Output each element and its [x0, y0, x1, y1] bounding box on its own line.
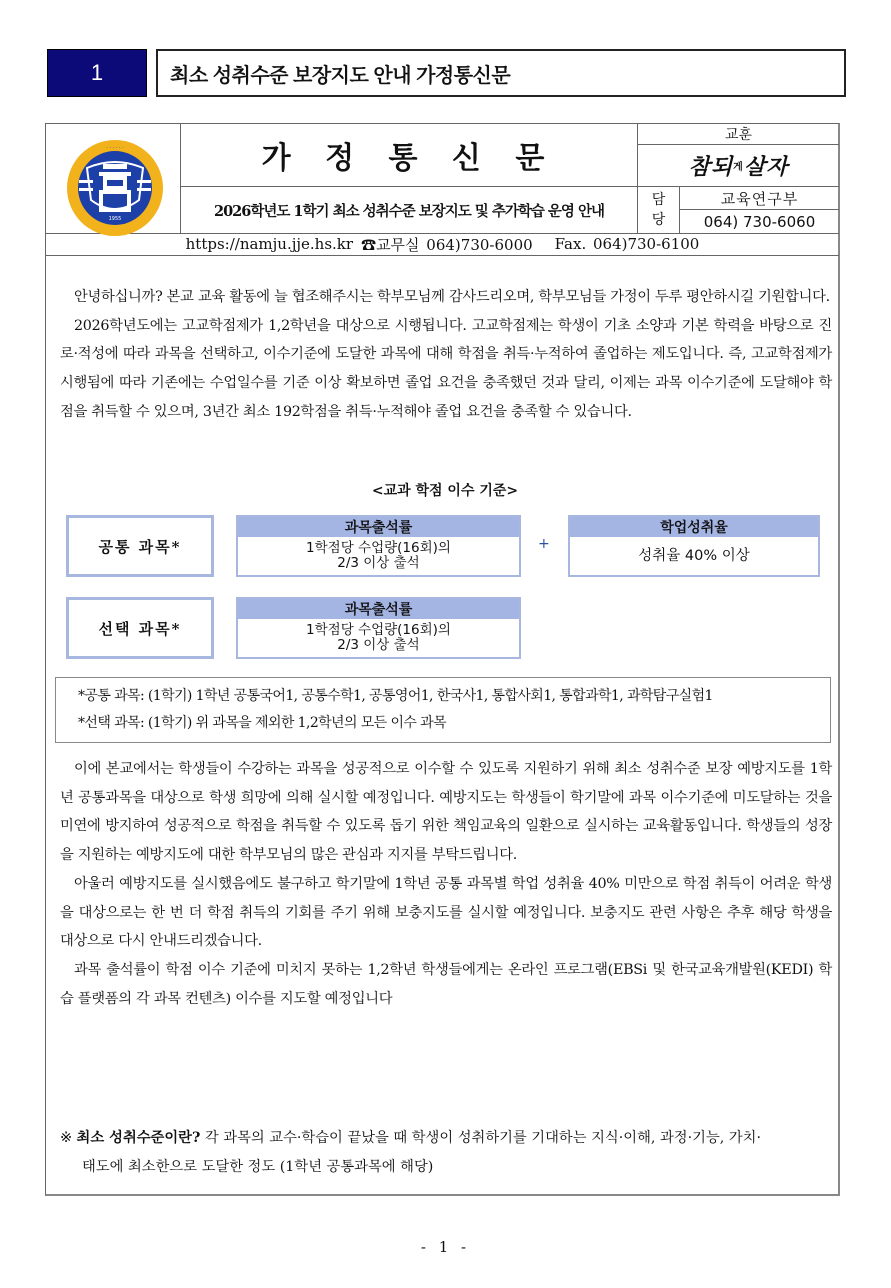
section-number-badge: 1 [47, 49, 147, 97]
school-emblem-icon [65, 138, 165, 238]
greeting-paragraph: 안녕하십니까? 본교 교육 활동에 늘 협조해주시는 학부모님께 감사드리오며, 학부모님들 가정이 두루 평안하시길 기원합니다. [74, 289, 830, 305]
website-link[interactable]: https://namju.jje.hs.kr [185, 235, 354, 253]
plus-sign: + [538, 536, 550, 552]
category-elective: 선택 과목* [66, 597, 214, 659]
achievement-head: 학업성취율 [570, 517, 818, 537]
divider [46, 255, 839, 256]
document-title: 가 정 통 신 문 [261, 141, 557, 176]
document-subtitle: 2026학년도 1학기 최소 성취수준 보장지도 및 추가학습 운영 안내 [214, 202, 604, 220]
guidance-paragraphs [60, 755, 832, 1013]
prevention-paragraph: 이에 본교에서는 학생들이 수강하는 과목을 성공적으로 이수할 수 있도록 지원하기 위해 최소 성취수준 보장 예방지도를 1학년 공통과목을 대상으로 학생 희망에 의해 실시할 예정입니다. 예방지도는 학생들이 학기말에 과목 이수기준에 미도달하는 것을 미연에 방지하여 성공적으로 학점을 취득할 수 있도록 돕기 위한 책임교육의 일환으로 실시하는 교육활동입니다. 학생들의 성장을 지원하는 예방지도에 대한 학부모님의 많은 관심과 지지를 부탁드립니다. [60, 761, 832, 864]
attendance-line1: 1학점당 수업량(16회)의 [306, 622, 451, 638]
achievement-criteria [568, 515, 820, 577]
school-motto [638, 145, 839, 186]
department-name: 교육연구부 [720, 189, 799, 208]
footnote-definition-2: 태도에 최소한으로 도달한 정도 (1학년 공통과목에 해당) [82, 1158, 434, 1175]
footnote-term: 최소 성취수준이란? [76, 1130, 201, 1146]
attendance-body [238, 619, 519, 657]
intro-paragraphs [60, 283, 832, 427]
motto-label: 교훈 [724, 127, 753, 143]
office-phone: ☎교무실 064)730-6000 [361, 235, 533, 254]
footnote-definition-1: 각 과목의 교수·학습이 끝났을 때 학생이 성취하기를 기대하는 지식·이해, 과정·기능, 가치· [204, 1130, 762, 1146]
achievement-body: 성취율 40% 이상 [570, 537, 818, 575]
attendance-head: 과목출석률 [238, 517, 519, 537]
section-title: 최소 성취수준 보장지도 안내 가정통신문 [156, 49, 846, 97]
attendance-line2: 2/3 이상 출석 [337, 555, 420, 571]
category-common: 공통 과목* [66, 515, 214, 577]
reference-mark: ※ [60, 1130, 72, 1146]
supplement-paragraph: 아울러 예방지도를 실시했음에도 불구하고 학기말에 1학년 공통 과목별 학업 성취율 40% 미만으로 학점 취득이 어려운 학생을 대상으로는 한 번 더 학점 취득의 기회를 주기 위해 보충지도를 실시할 예정입니다. 보충지도 관련 사항은 추후 해당 학생을 대상으로 다시 안내드리겠습니다. [60, 875, 832, 950]
motto-part2: 살자 [743, 154, 789, 180]
motto-part1: 참되 [688, 154, 734, 180]
contact-label-1: 담 [651, 192, 666, 208]
subject-notes-box [55, 677, 831, 743]
contact-label [638, 187, 679, 233]
svg-text:1955: 1955 [108, 216, 122, 222]
attendance-criteria-common [236, 515, 521, 577]
online-paragraph: 과목 출석률이 학점 이수 기준에 미치지 못하는 1,2학년 학생들에게는 온라인 프로그램(EBSi 및 한국교육개발원(KEDI) 학습 플랫폼의 각 과목 컨텐츠) 이수를 지도할 예정입니다 [60, 961, 832, 1007]
svg-text:· · · · · ·: · · · · · · [106, 145, 124, 151]
note-common: *공통 과목: (1학기) 1학년 공통국어1, 공통수학1, 공통영어1, 한국사1, 통합사회1, 통합과학1, 과학탐구실험1 [78, 688, 713, 704]
school-emblem-logo [65, 138, 165, 238]
credit-system-paragraph: 2026학년도에는 고교학점제가 1,2학년을 대상으로 시행됩니다. 고교학점제는 학생이 기초 소양과 기본 학력을 바탕으로 진로·적성에 따라 과목을 선택하고, 이수기준에 도달한 과목에 대해 학점을 취득·누적하여 졸업하는 제도입니다. 즉, 고교학점제가 시행됨에 따라 기존에는 수업일수를 기준 이상 확보하면 졸업 요건을 충족했던 것과 달리, 이제는 과목 이수기준에 도달해야 학점을 취득할 수 있으며, 3년간 최소 192학점을 취득·누적해야 졸업 요건을 충족할 수 있습니다. [60, 317, 832, 420]
department-phone: 064) 730-6060 [703, 212, 816, 231]
footnote [60, 1124, 832, 1181]
fax-number: Fax. 064)730-6100 [554, 235, 700, 253]
motto-small: 게 [733, 162, 744, 173]
page-number: - 1 - [420, 1238, 471, 1256]
attendance-head: 과목출석률 [238, 599, 519, 619]
attendance-line1: 1학점당 수업량(16회)의 [306, 540, 451, 556]
attendance-criteria-elective [236, 597, 521, 659]
contact-row [45, 233, 840, 255]
contact-label-2: 당 [651, 212, 666, 228]
note-elective: *선택 과목: (1학기) 위 과목을 제외한 1,2학년의 모든 이수 과목 [78, 715, 446, 731]
attendance-body [238, 537, 519, 575]
criteria-title: <교과 학점 이수 기준> [371, 483, 519, 499]
attendance-line2: 2/3 이상 출석 [337, 637, 420, 653]
